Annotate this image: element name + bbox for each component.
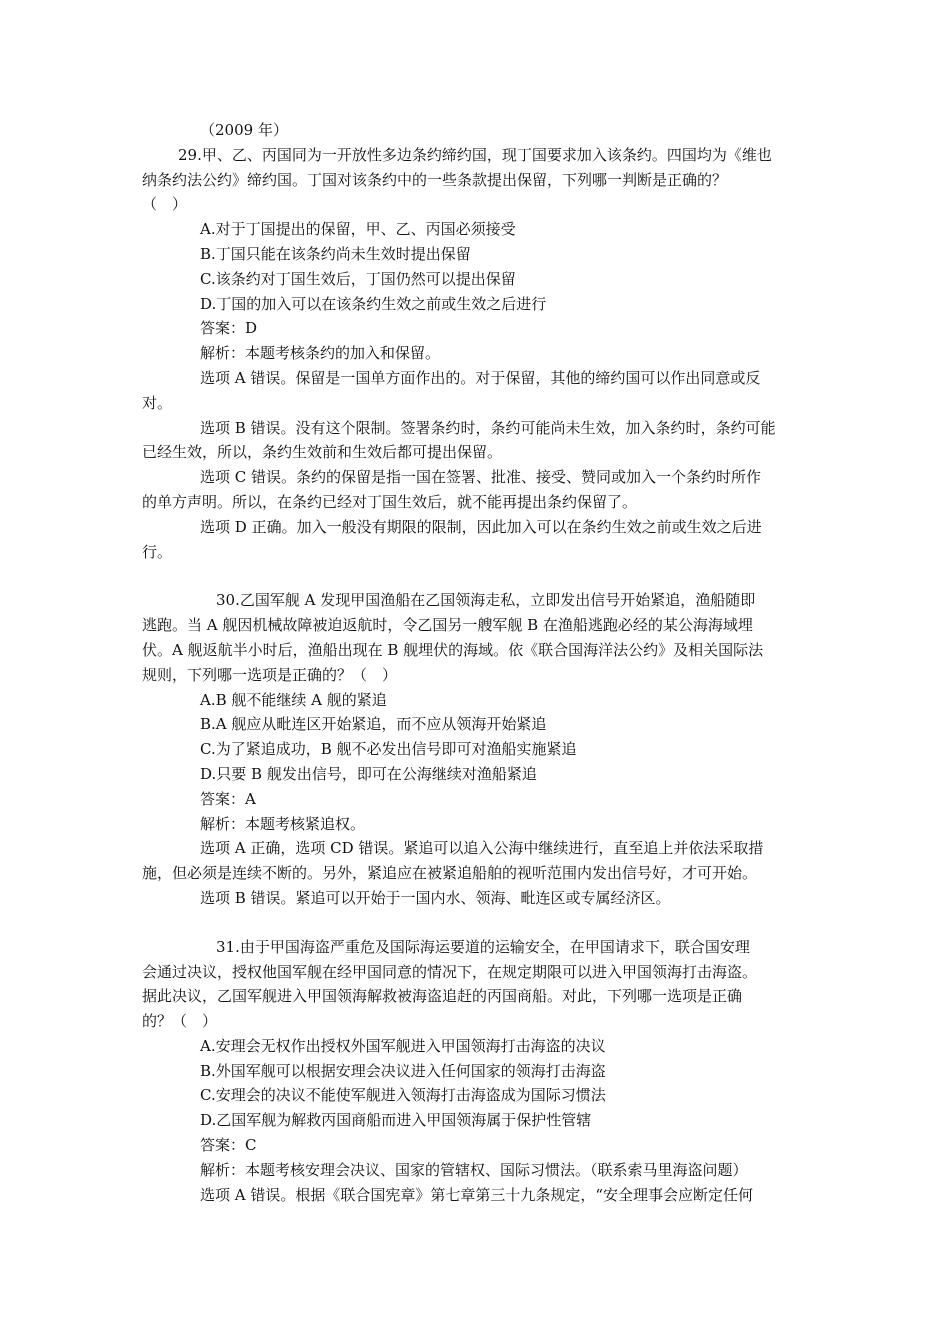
q29-stem-line: 纳条约法公约》缔约国。丁国对该条约中的一些条款提出保留，下列哪一判断是正确的？ [142, 170, 728, 189]
q30-explanation-a: 选项 A 正确，选项 CD 错误。紧追可以追入公海中继续进行，直至追上并依法采取措 [200, 839, 764, 858]
q29-explanation-b: 选项 B 错误。没有这个限制。签署条约时，条约可能尚未生效，加入条约时，条约可能 [200, 418, 776, 437]
q31-explanation-a: 选项 A 错误。根据《联合国宪章》第七章第三十九条规定，“安全理事会应断定任何 [200, 1185, 754, 1204]
q30-option-a: A.B 舰不能继续 A 舰的紧追 [200, 690, 387, 709]
q31-option-a: A.安理会无权作出授权外国军舰进入甲国领海打击海盗的决议 [200, 1036, 606, 1055]
q31-answer: 答案：C [200, 1136, 257, 1155]
q30-stem-line: 规则，下列哪一选项是正确的？（ ） [142, 665, 398, 684]
question-29 [142, 143, 810, 565]
q29-explanation-a-cont: 对。 [142, 393, 173, 412]
q31-option-c: C.安理会的决议不能使军舰进入领海打击海盗成为国际习惯法 [200, 1086, 606, 1105]
q31-option-d: D.乙国军舰为解救丙国商船而进入甲国领海属于保护性管辖 [200, 1111, 592, 1130]
q30-analysis: 解析：本题考核紧追权。 [200, 814, 366, 833]
year-note: （2009 年） [200, 121, 288, 139]
q29-answer: 答案：D [200, 319, 258, 338]
q29-option-b: B.丁国只能在该条约尚未生效时提出保留 [200, 244, 471, 263]
q30-answer: 答案：A [200, 789, 256, 808]
q29-stem-line: 29.甲、乙、丙国同为一开放性多边条约缔约国，现丁国要求加入该条约。四国均为《维也 [178, 145, 772, 164]
q31-stem-line: 31.由于甲国海盗严重危及国际海运要道的运输安全，在甲国请求下，联合国安理 [216, 937, 750, 956]
q29-explanation-a: 选项 A 错误。保留是一国单方面作出的。对于保留，其他的缔约国可以作出同意或反 [200, 368, 761, 387]
question-30 [142, 588, 810, 910]
q29-option-d: D.丁国的加入可以在该条约生效之前或生效之后进行 [200, 294, 547, 313]
document-page [142, 118, 810, 1207]
q30-option-d: D.只要 B 舰发出信号，即可在公海继续对渔船紧追 [200, 764, 537, 783]
q29-explanation-c: 选项 C 错误。条约的保留是指一国在签署、批准、接受、赞同或加入一个条约时所作 [200, 468, 762, 487]
q29-analysis: 解析：本题考核条约的加入和保留。 [200, 344, 441, 363]
q29-explanation-d: 选项 D 正确。加入一般没有期限的限制，因此加入可以在条约生效之前或生效之后进 [200, 517, 762, 536]
question-31 [142, 935, 810, 1208]
q31-stem-line: 会通过决议，授权他国军舰在经甲国同意的情况下，在规定期限可以进入甲国领海打击海盗。 [142, 962, 758, 981]
q31-analysis: 解析：本题考核安理会决议、国家的管辖权、国际习惯法。（联系索马里海盗问题） [200, 1160, 748, 1179]
q29-stem-line: （ ） [142, 195, 188, 214]
q29-option-a: A.对于丁国提出的保留，甲、乙、丙国必须接受 [200, 220, 516, 239]
q30-option-b: B.A 舰应从毗连区开始紧追，而不应从领海开始紧追 [200, 715, 547, 734]
q29-explanation-c-cont: 的单方声明。所以，在条约已经对丁国生效后，就不能再提出条约保留了。 [142, 492, 638, 511]
q31-option-b: B.外国军舰可以根据安理会决议进入任何国家的领海打击海盗 [200, 1061, 606, 1080]
q29-explanation-b-cont: 已经生效，所以，条约生效前和生效后都可提出保留。 [142, 443, 503, 462]
q29-explanation-d-cont: 行。 [142, 542, 173, 561]
q30-option-c: C.为了紧追成功，B 舰不必发出信号即可对渔船实施紧追 [200, 740, 577, 759]
q30-explanation-a-cont: 施，但必须是连续不断的。另外，紧追应在被紧追船舶的视听范围内发出信号好，才可开始。 [142, 864, 758, 883]
q30-stem-line: 伏。A 舰返航半小时后，渔船出现在 B 舰埋伏的海域。依《联合国海洋法公约》及相关国际法 [142, 640, 764, 659]
q30-explanation-b: 选项 B 错误。紧追可以开始于一国内水、领海、毗连区或专属经济区。 [200, 888, 671, 907]
q31-stem-line: 据此决议，乙国军舰进入甲国领海解救被海盗追赶的丙国商船。对此，下列哪一选项是正确 [142, 987, 743, 1006]
spacer [142, 564, 810, 588]
q31-stem-line: 的？（ ） [142, 1012, 218, 1031]
q30-stem-line: 逃跑。当 A 舰因机械故障被迫返航时，令乙国另一艘军舰 B 在渔船逃跑必经的某公海海域埋 [142, 616, 753, 635]
spacer [142, 911, 810, 935]
q30-stem-line: 30.乙国军舰 A 发现甲国渔船在乙国领海走私，立即发出信号开始紧追，渔船随即 [216, 591, 756, 610]
q29-option-c: C.该条约对丁国生效后，丁国仍然可以提出保留 [200, 269, 516, 288]
